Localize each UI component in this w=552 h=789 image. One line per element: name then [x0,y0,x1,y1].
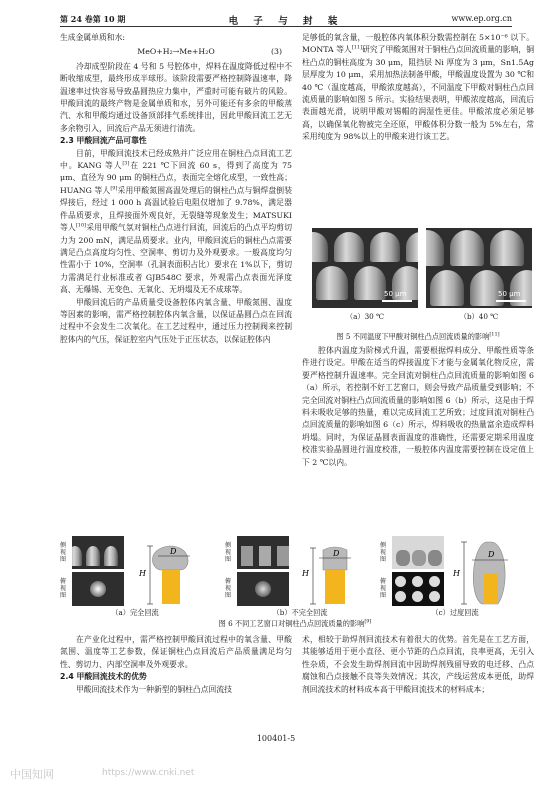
top-view-label: 俯视图 [60,578,67,599]
dimension-D: D [170,547,177,556]
paragraph: 甲酸回流技术作为一种新型的铜柱凸点回流技 [76,684,232,694]
dimension-H: H [302,569,309,578]
schematic-over-reflow [450,536,520,606]
dimension-H: H [453,569,460,578]
figure-6-panel-a [60,536,210,606]
equation-number: (3) [270,47,282,57]
journal-title: 电 子 与 封 装 [228,16,344,27]
subcaption-a: （a）30 ℃ [345,312,385,321]
text: 足够低的氧含量，一般腔体内氧体积分数需控制在 5×10⁻⁶ 以下。MONTA 等人 [302,33,534,55]
dimension-H: H [139,569,146,578]
citation[interactable]: [3] [122,160,130,167]
running-header [60,14,512,26]
paragraph: 甲酸回流后的产品质量受设备腔体内氧含量、甲酸氮围、温度等因素的影响，需严格控制腔体内氧含量，以保证晶圆凸点在回流过程中不会发生二次氧化。在工艺过程中，通过压力控制阀来控制腔体内的气压，保证腔室内气压处于正压状态，以保证腔体内 [60,297,292,344]
page-number: 100401-5 [256,734,296,743]
right-column-continued [302,345,534,469]
sem-image-30c [312,228,418,308]
paragraph: 冷却成型阶段在 4 号和 5 号腔体中，焊料在温度降低过程中不断收缩成型，最终形成半球形。该阶段需要严格控制降温速率，降温速率过快容易导致晶圆热应力集中，严重时可能有破片的风险。甲酸回流的最终产物是金属单质和水，另外可能还有多余的甲酸蒸汽、水和甲酸均通过设备顶部排气系统排出，因此甲酸回流工艺无多余物引入，回流后产品无须进行清洗。 [60,61,292,133]
text: 采用甲酸氮围高温处理后的铜柱凸点与铜焊盘倒装焊接后，经过 1 000 h 高温试验后电阻仅增加了 9.78%，满足器件品质要求，且焊接面外观良好，无裂缝等现象发生；MATSUKI 等人 [60,185,293,233]
equation [60,46,292,58]
text: 研究了甲酸氮围对于铜柱凸点回流质量的影响，铜柱凸点的铜柱高度为 30 μm，阻挡层 Ni 厚度为 3 μm，Sn1.5Ag 层厚度为 10 μm，采用加热法制备甲酸，甲酸温度设置为 30 ℃和 40 ℃（温度越高，甲酸浓度越高），不同温度下甲酸对铜柱凸点回流质量的影响如图 5 所示。实验结果表明，甲酸浓度越高，回流后表面越光滑，说明甲酸对锡帽的润湿性更佳。甲酸浓度必须足够高，以确保氧化物被完全还原，甲酸体积分数一般为 5%左右，常采用纯度为 98%以上的甲酸来进行该工艺。 [302,45,534,142]
paragraph [60,148,292,297]
side-view-label: 侧视图 [225,542,232,563]
section-heading: 2.3 甲酸回流产品可靠性 [60,136,147,146]
top-view-image [72,572,124,606]
scale-bar-label: 50 μm [384,290,407,298]
citation[interactable]: [9] [110,185,118,192]
top-view-label: 俯视图 [225,578,232,599]
side-view-image [237,536,289,569]
section-heading: 2.4 甲酸回流技术的优势 [60,672,147,682]
top-view-label: 俯视图 [380,578,387,599]
text: 采用甲酸气氛对铜柱凸点进行回流，回流后的凸点平均剪切力为 200 mN，满足品质要求。业内，甲酸回流后的铜柱凸点需要满足凸点高度均匀性、空洞率、剪切力及外观要求。一般高度均匀性需小于 10%，空洞率（孔洞表面积占比）要求在 1%以下，剪切力需满足行业标准或者 GJB548C 要求，外观需凸点表面光泽度高、无爆锡、无变色、无氧化、无坍塌及无不成球等。 [60,223,293,295]
watermark-url: https://www.cnki.net [102,768,195,778]
subcaption-a: （a）完全回流 [111,608,159,617]
citation[interactable]: [11] [489,331,500,338]
citation[interactable]: [9] [364,618,372,625]
top-view-image [392,572,444,606]
journal-url: www.ep.org.cn [451,14,512,23]
dimension-D: D [488,550,495,559]
subcaption-b: （b）40 ℃ [459,312,499,321]
figure-5-caption [302,332,534,342]
scale-bar-label: 50 μm [498,290,521,298]
schematic-incomplete-reflow [295,536,365,606]
schematic-full-reflow [130,536,200,606]
left-column [60,32,292,346]
side-view-label: 侧视图 [60,542,67,563]
paragraph: 生成金属单质和水: [60,33,126,42]
dimension-D: D [333,549,340,558]
header-rule [60,26,512,27]
side-view-image [72,536,124,569]
paragraph [302,32,534,144]
paragraph: 腔体内温度为阶梯式升温，需要根据焊料成分、甲酸性质等条件进行设定。甲酸在适当的焊接温度下才能与金属氧化物反应，需要严格控制升温速率。完全回流对铜柱凸点回流质量的影响如图 6（a）所示，若控制不好工艺窗口，则会导致产品质量受到影响；不完全回流对铜柱凸点回流质量的影响如图 6（b）所示，这是由于焊料未吸收足够的热量，难以完成回流工艺所致；过度回流对铜柱凸点回流质量的影响如图 6（c）所示，焊料吸收的热量富余造成焊料坍塌。同时，为保证晶圆表面温度的准确性，还需要定期采用温度校准实验晶圆进行温度校准，一般腔体内温度需要控制在设定值上下 2 ℃以内。 [302,346,534,467]
text: 在 221 ℃下回流 60 s，得到了高度为 75 μm、直径为 90 μm 的铜柱凸点，表面完全熔化成型，一致性高；HUANG 等人 [60,161,292,195]
right-column-bottom [302,634,534,696]
paragraph: 在产业化过程中，需严格控制甲酸回流过程中的氧含量、甲酸氮围、温度等工艺参数，保证铜柱凸点回流后产品质量满足均匀性、剪切力、内部空洞率及外观要求。 [60,635,292,669]
paragraph: 术，相较于助焊剂回流技术有着很大的优势。首先是在工艺方面，其能够适用于更小直径、更小节距的凸点回流，良率更高，无引入性杂质，不会发生助焊剂回流中因助焊剂残留导致的电迁移、凸点腐蚀和凸点接触不良等失效情况；其次，产线运营成本更低，助焊剂回流技术的材料成本高于甲酸回流技术的材料成本； [302,635,534,694]
journal-volume: 第 24 卷第 10 期 [60,14,126,24]
figure-6 [60,536,530,618]
subcaption-c: （c）过度回流 [431,608,479,617]
watermark-logo: 中国知网 [10,768,54,781]
citation[interactable]: [10] [75,222,87,229]
figure-6-panel-c [380,536,530,606]
text: 目前，甲酸回流技术已经成熟并广泛应用在铜柱凸点回流工艺中。KANG 等人 [60,148,292,171]
caption-text: 图 5 不同温度下甲酸对铜柱凸点回流质量的影响 [336,332,490,341]
left-column-bottom [60,634,292,696]
citation[interactable]: [11] [351,44,363,51]
equation-text: MeO+H₂→Me+H₂O [137,47,215,57]
sem-image-40c [426,228,532,308]
figure-6-panel-b [225,536,375,606]
side-view-image [392,536,444,569]
right-column [302,32,534,144]
figure-6-caption [60,619,530,629]
top-view-image [237,572,289,606]
side-view-label: 侧视图 [380,542,387,563]
figure-5 [312,228,532,331]
subcaption-b: （b）不完全回流 [272,608,328,617]
caption-text: 图 6 不同工艺窗口对铜柱凸点回流质量的影响 [218,619,365,628]
